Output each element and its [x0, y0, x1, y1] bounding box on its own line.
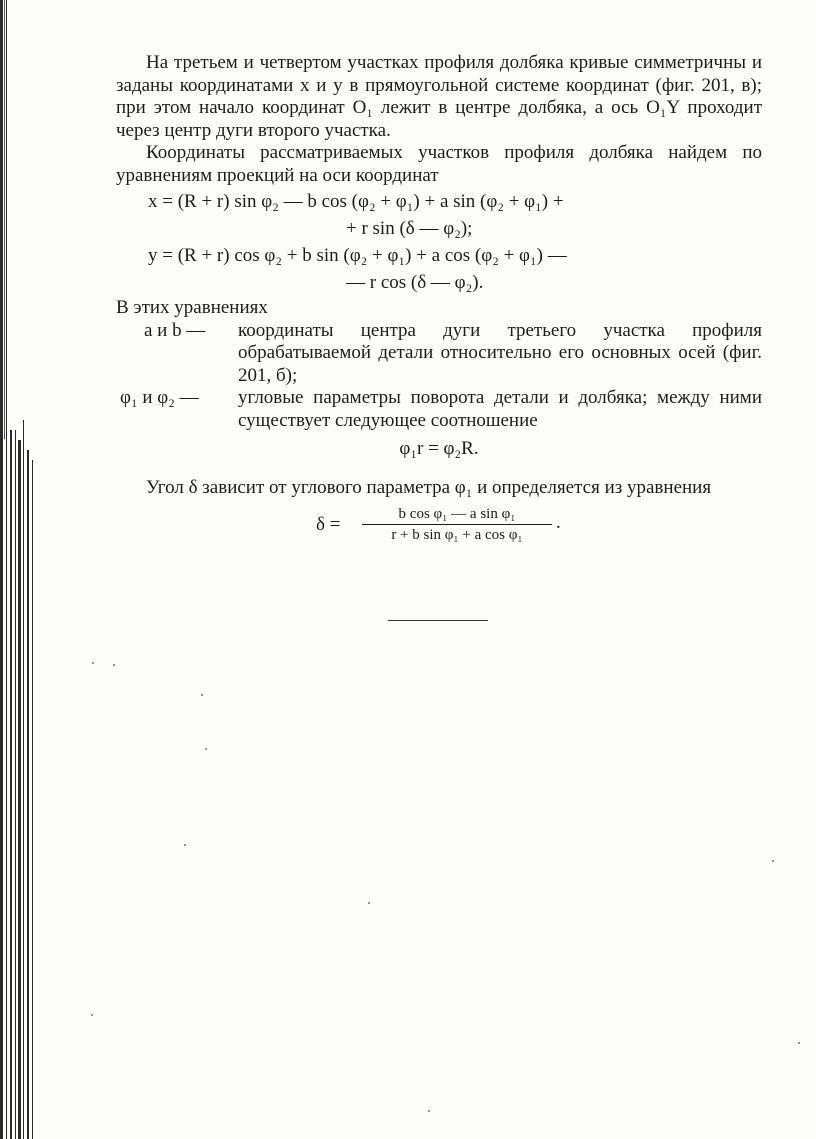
- equation-y-line-1: y = (R + r) cos φ₂ + b sin (φ₂ + φ₁) + a cos (φ₂ + φ₁) —: [148, 245, 567, 266]
- delta-fraction: [362, 504, 552, 545]
- paragraph-1: На третьем и четвертом участках профиля долбяка кривые симметричны и заданы координатами x и y в прямоугольной системе координат (фиг. 201, в); при этом начало координат O₁ лежит в центре долбяка, а ось O₁Y проходит через центр дуги второго участка.: [116, 52, 762, 141]
- delta-denominator: r + b sin φ₁ + a cos φ₁: [391, 526, 523, 543]
- scan-edge-shadow: [0, 0, 38, 1139]
- delta-lhs: δ =: [316, 513, 341, 535]
- equation-relation: φ₁r = φ₂R.: [399, 438, 479, 459]
- equation-x-line-1: x = (R + r) sin φ₂ — b cos (φ₂ + φ₁) + a sin (φ₂ + φ₁) +: [148, 191, 564, 212]
- paragraph-2: Координаты рассматриваемых участков профиля долбяка найдем по уравнениям проекций на оси координат: [116, 142, 762, 186]
- delta-numerator: b cos φ₁ — a sin φ₁: [398, 505, 516, 522]
- equation-delta: [116, 504, 762, 548]
- definition-text-a-b: координаты центра дуги третьего участка профиля обрабатываемой детали относительно его основных осей (фиг. 201, б);: [238, 319, 762, 386]
- text-column: [116, 52, 762, 548]
- definition-a-b: [116, 320, 762, 388]
- paragraph-3: Угол δ зависит от углового параметра φ₁ и определяется из уравнения: [146, 477, 712, 498]
- definition-text-phi: угловые параметры поворота детали и долбяка; между ними существует следующее соотношение: [238, 387, 762, 431]
- definitions-block: [116, 297, 762, 432]
- definition-phi: [116, 387, 762, 432]
- equation-y-line-2: — r cos (δ — φ₂).: [346, 272, 484, 293]
- definition-term-phi: φ₁ и φ₂ —: [120, 387, 199, 408]
- end-rule: [388, 620, 488, 621]
- definitions-intro: В этих уравнениях: [116, 297, 268, 318]
- delta-period: .: [556, 511, 561, 533]
- definition-term-a-b: a и b —: [144, 319, 206, 341]
- equation-x-line-2: + r sin (δ — φ₂);: [346, 218, 473, 239]
